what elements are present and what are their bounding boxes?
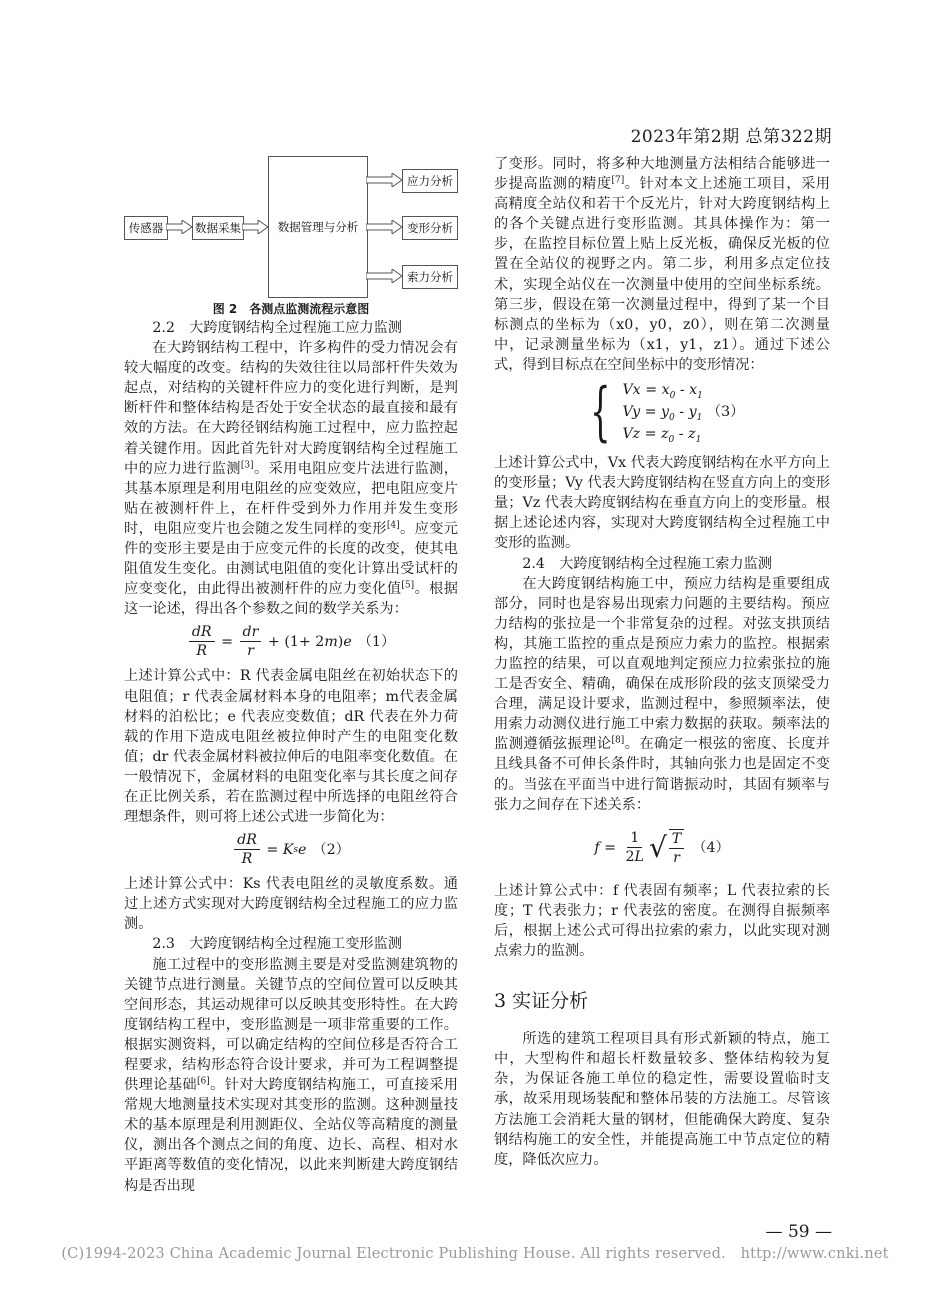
- arrow-icon: [242, 220, 268, 234]
- paragraph: 上述计算公式中，Vx 代表大跨度钢结构在水平方向上的变形量；Vy 代表大跨度钢结构在竖直方向上的变形量；Vz 代表大跨度钢结构在垂直方向上的变形量。根据上述论述内容，实现对大跨度钢结构全过程施工中变形的监测。: [494, 455, 830, 552]
- section-2-3-heading: 2.3 大跨度钢结构全过程施工变形监测: [152, 936, 402, 953]
- flow-diagram: [124, 156, 458, 306]
- sensor-box: 传感器: [124, 216, 168, 240]
- paragraph: 上述计算公式中：f 代表固有频率；L 代表拉索的长度；T 代表张力；r 代表弦的密度。在测得自振频率后，根据上述公式可得出拉索的索力，以此实现对测点索力的监测。: [494, 882, 830, 959]
- paragraph: 在大跨度钢结构施工中，预应力结构是重要组成部分，同时也是容易出现索力问题的主要结构。预应力结构的张拉是一个非常复杂的过程。对弦支拱顶结构，其施工监控的重点是预应力索力的监控。根据索力监控的结果，可以直观地判定预应力拉索张拉的施工是否安全、精确，确保在成形阶段的弦支顶梁受力合理，满足设计要求，监测过程中，参照频率法，使用索力动测仪进行施工中索力数据的获取。频率法的监测遵循弦振理论[8]。在确定一根弦的密度、长度并且线具备不可伸长条件时，其轴向张力也是固定不变的。当弦在平面当中进行简谐振动时，其固有频率与张力之间存在下述关系：: [494, 575, 830, 813]
- section-2-4-heading: 2.4 大跨度钢结构全过程施工索力监测: [522, 555, 772, 572]
- section-2-2-heading: 2.2 大跨度钢结构全过程施工应力监测: [152, 320, 402, 336]
- section-3-heading: 3 实证分析: [494, 990, 589, 1013]
- copyright-footer: (C)1994-2023 China Academic Journal Electronic Publishing House. All rights reserved. http://www.cnki.net: [61, 1246, 889, 1262]
- arrow-icon: [166, 220, 192, 234]
- figure-caption: 图 2 各测点监测流程示意图: [212, 302, 370, 316]
- equation-1: $\frac{dR}{R}$ = $\frac{dr}{r}$ + (1+ 2 m ) e （1）: [124, 623, 458, 660]
- paragraph: 上述计算公式中：R 代表金属电阻丝在初始状态下的电阻值；r 代表金属材料本身的电阻率；m代表金属材料的泊松比；e 代表应变数值；dR 代表在外力荷载的作用下造成电阻丝被拉伸时产生的电阻变化数值；dr 代表金属材料被拉伸后的电阻率变化数值。在一般情况下，金属材料的电阻变化率与其长度之间存在正比例关系，若在监测过程中所选择的电阻丝符合理想条件，则可将上述公式进一步简化为：: [124, 668, 458, 826]
- issue-header: 2023年第2期 总第322期: [630, 127, 832, 147]
- arrow-icon: [366, 173, 402, 187]
- arrow-icon: [366, 220, 402, 234]
- paragraph: 施工过程中的变形监测主要是对受监测建筑物的关键节点进行测量。关键节点的空间位置可以反映其空间形态，其运动规律可以反映其变形特性。在大跨度钢结构工程中，变形监测是一项非常重要的工作。根据实测资料，可以确定结构的空间位移是否符合工程要求，结构形态符合设计要求，并可为工程调整提供理论基础[6]。针对大跨度钢结构施工，可直接采用常规大地测量技术实现对其变形的监测。这种测量技术的基本原理是利用测距仪、全站仪等高精度的测量仪，测出各个测点之间的角度、边长、高程、相对水平距离等数值的变化情况，以此来判断建大跨度钢结构是否出现: [124, 956, 458, 1194]
- paragraph: 所选的建筑工程项目具有形式新颖的特点，施工中，大型构件和超长杆数量较多、整体结构较为复杂，为保证各施工单位的稳定性，需要设置临时支承，故采用现场装配和整体吊装的方法施工。尽管该方法施工会消耗大量的钢材，但能确保大跨度、复杂钢结构施工的安全性，并能提高施工中节点定位的精度，降低次应力。: [494, 1031, 830, 1168]
- equation-4: f = $\frac{1}{2L}$ √ $\frac{T}{r}$ （4）: [594, 830, 730, 866]
- management-box: 数据管理与分析: [268, 156, 368, 298]
- equation-3: { $Vx = x_0 - x_1$ $Vy = y_0 - y_1$ （3） $Vz = z_0 - z_1$: [589, 375, 745, 450]
- paragraph: 了变形。同时，将多种大地测量方法相结合能够进一步提高监测的精度[7]。针对本文上述施工项目，采用高精度全站仪和若干个反光片，针对大跨度钢结构上的各个关键点进行变形监测。其具体操作为：第一步，在监控目标位置上贴上反光板，确保反光板的位置在全站仪的视野之内。第二步，利用多点定位技术，实现全站仪在一次测量中使用的空间坐标系统。第三步，假设在第一次测量过程中，得到了某一个目标测点的坐标为（x0，y0，z0），则在第二次测量中，记录测量坐标为（x1，y1，z1）。通过下述公式，得到目标点在空间坐标中的变形情况：: [494, 156, 830, 373]
- page-number: — 59 —: [765, 1222, 832, 1242]
- paragraph: 上述计算公式中：Ks 代表电阻丝的灵敏度系数。通过上述方式实现对大跨度钢结构全过程施工的应力监测。: [124, 876, 458, 933]
- paragraph: 在大跨钢结构工程中，许多构件的受力情况会有较大幅度的改变。结构的失效往往以局部杆件失效为起点，对结构的关键杆件应力的变化进行判断，是判断杆件和整体结构是否处于安全状态的最直接和最有效的方法。在大跨径钢结构施工过程中，应力监控起着关键作用。因此首先针对大跨度钢结构全过程施工中的应力进行监测[3]。采用电阻应变片法进行监测，其基本原理是利用电阻丝的应变效应，把电阻应变片贴在被测杆件上，在杆件受到外力作用并发生变形时，电阻应变片也会随之发生同样的变形[4]。应变元件的变形主要是由于应变元件的长度的改变，使其电阻值发生变化。由测试电阻值的变化计算出受试杆的应变变化，由此得出被测杆件的应力变化值[5]。根据这一论述，得出各个参数之间的数学关系为：: [124, 340, 458, 618]
- arrow-icon: [366, 269, 402, 283]
- acquisition-box: 数据采集: [192, 216, 244, 240]
- cable-box: 索力分析: [402, 265, 458, 289]
- left-column: [124, 318, 458, 1196]
- equation-2: $\frac{dR}{R}$ = K s e （2）: [124, 831, 458, 868]
- stress-box: 应力分析: [402, 169, 458, 193]
- right-column: [494, 154, 830, 1170]
- deform-box: 变形分析: [402, 216, 458, 240]
